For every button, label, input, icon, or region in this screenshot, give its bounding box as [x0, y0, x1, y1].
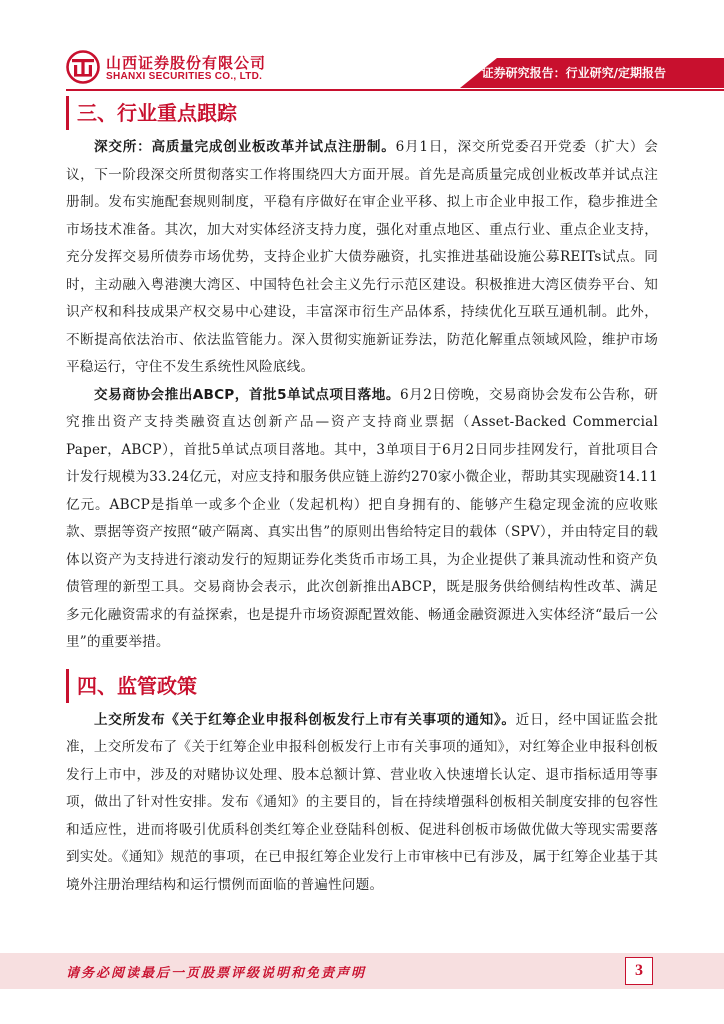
report-body: [66, 96, 658, 899]
paragraph-lead: 上交所发布《关于红筹企业申报科创板发行上市有关事项的通知》。: [94, 711, 516, 728]
company-name-cn: 山西证券股份有限公司: [106, 54, 267, 72]
section-title-industry-tracking: 三、行业重点跟踪: [66, 96, 658, 130]
paragraph-abcp: [66, 382, 658, 657]
report-type-label: 证券研究报告：行业研究/定期报告: [481, 66, 666, 80]
paragraph-szse: [66, 134, 658, 382]
paragraph-sse-red-chip: [66, 707, 658, 900]
page-number: 3: [625, 957, 653, 985]
paragraph-body: 6月1日，深交所党委召开党委（扩大）会议，下一阶段深交所贯彻落实工作将围绕四大方面开展。首先是高质量完成创业板改革并试点注册制。发布实施配套规则制度，平稳有序做好在审企业平移、拟上市企业申报工作，稳步推进全市场技术准备。其次，加大对实体经济支持力度，强化对重点地区、重点行业、重点企业支持，充分发挥交易所债券市场优势，支持企业扩大债券融资，扎实推进基础设施公募REITs试点。同时，主动融入粤港澳大湾区、中国特色社会主义先行示范区建设。积极推进大湾区债券平台、知识产权和科技成果产权交易中心建设，丰富深市衍生产品体系，持续优化互联互通机制。此外，不断提高依法治市、依法监管能力。深入贯彻实施新证券法，防范化解重点领域风险，维护市场平稳运行，守住不发生系统性风险底线。: [66, 139, 658, 375]
shanxi-securities-logo-icon: [66, 50, 100, 84]
paragraph-body: 6月2日傍晚，交易商协会发布公告称，研究推出资产支持类融资直达创新产品—资产支持商业票据（Asset-Backed Commercial Paper，ABCP），首批5单试点项目落地。其中，3单项目于6月2日同步挂网发行，首批项目合计发行规模为33.24亿元，对应支持和服务供应链上游约270家小微企业，帮助其实现融资14.11亿元。ABCP是指单一或多个企业（发起机构）把自身拥有的、能够产生稳定现金流的应收账款、票据等资产按照“破产隔离、真实出售”的原则出售给特定目的载体（SPV），并由特定目的载体以资产为支持进行滚动发行的短期证券化类货币市场工具，为企业提供了兼具流动性和资产负债管理的新型工具。交易商协会表示，此次创新推出ABCP，既是服务供给侧结构性改革、满足多元化融资需求的有益探索，也是提升市场资源配置效能、畅通金融资源进入实体经济“最后一公里”的重要举措。: [66, 386, 658, 650]
company-name-en: SHANXI SECURITIES CO., LTD.: [106, 71, 263, 82]
section-title-regulatory-policy: 四、监管政策: [66, 669, 658, 703]
paragraph-lead: 深交所：高质量完成创业板改革并试点注册制。: [94, 139, 396, 155]
footer-disclaimer: 请务必阅读最后一页股票评级说明和免责声明: [66, 966, 367, 981]
page-header: [0, 0, 724, 92]
paragraph-body: 近日，经中国证监会批准，上交所发布了《关于红筹企业申报科创板发行上市有关事项的通知》，对红筹企业申报科创板发行上市中，涉及的对赌协议处理、股本总额计算、营业收入快速增长认定、退市指标适用等事项，做出了针对性安排。发布《通知》的主要目的，旨在持续增强科创板相关制度安排的包容性和适应性，进而将吸引优质科创类红筹企业登陆科创板、促进科创板市场做优做大等现实需要落到实处。《通知》规范的事项，在已申报红筹企业发行上市审核中已有涉及，属于红筹企业基于其境外注册治理结构和运行惯例而面临的普遍性问题。: [66, 711, 659, 893]
header-divider: [66, 89, 724, 91]
paragraph-lead: 交易商协会推出ABCP，首批5单试点项目落地。: [94, 386, 400, 403]
